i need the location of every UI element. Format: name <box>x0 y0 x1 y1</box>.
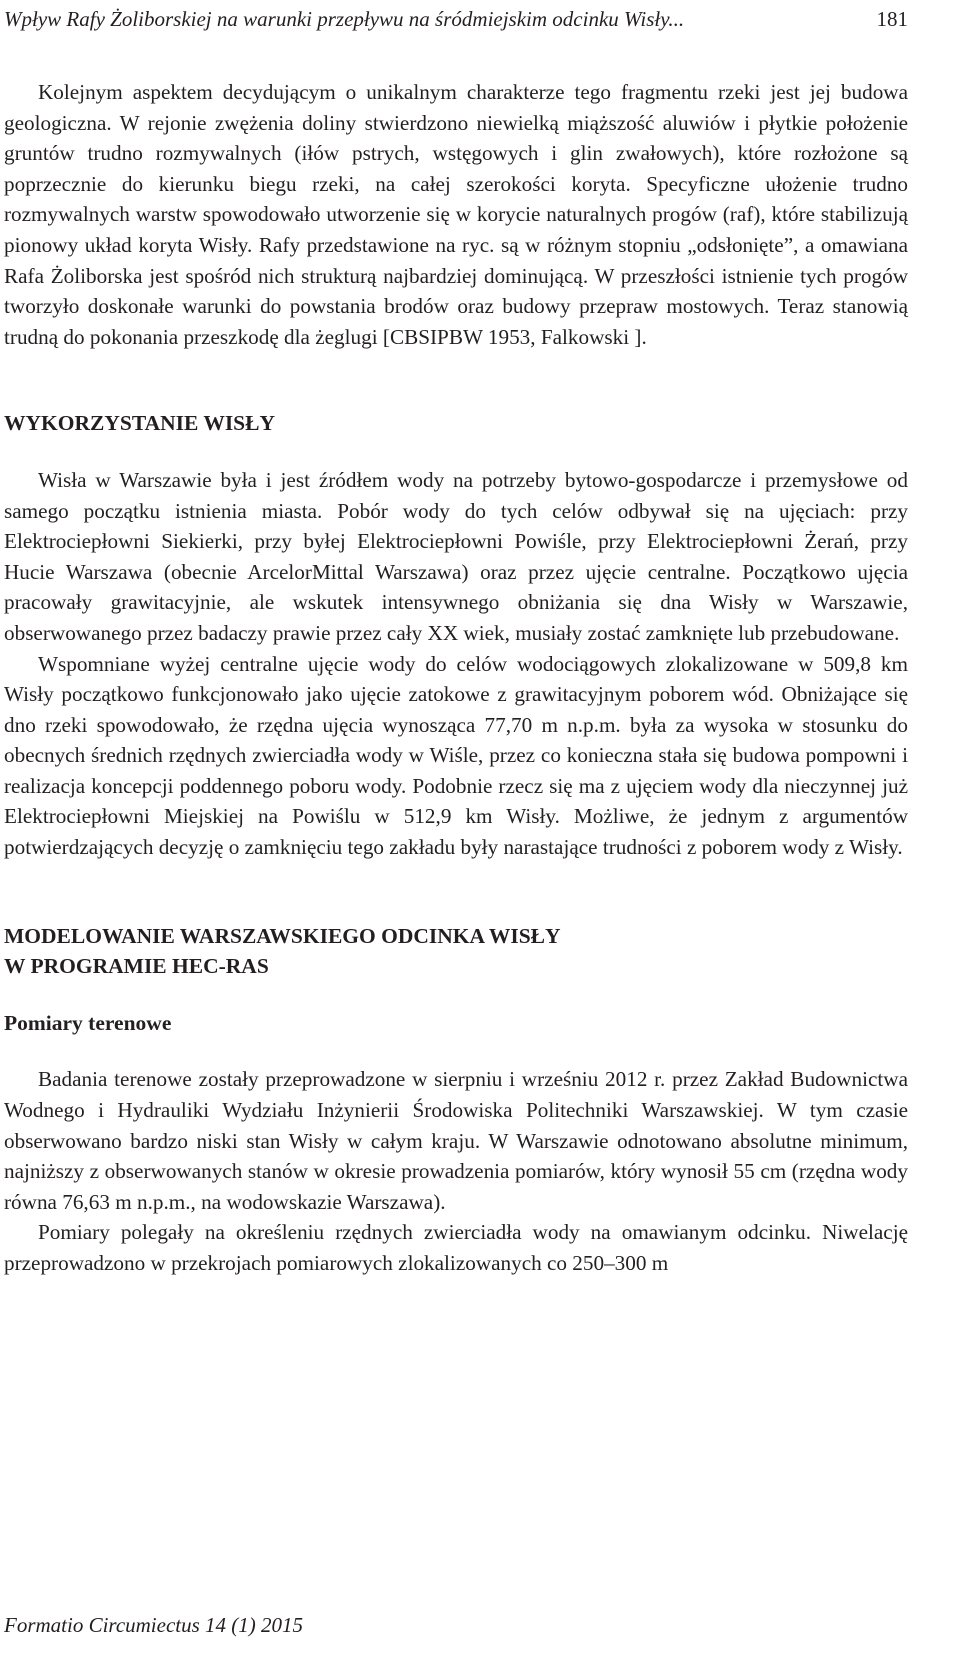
section-heading-modelling-line1: MODELOWANIE WARSZAWSKIEGO ODCINKA WISŁY <box>4 923 561 948</box>
page-number: 181 <box>876 7 908 31</box>
paragraph-central-intake: Wspomniane wyżej centralne ujęcie wody do celów wodociągowych zlokalizowane w 509,8 km Wisły początkowo funkcjonowało jako ujęcie zatokowe z grawitacyjnym poborem wód. Obniżające się dno rzeki spowodowało, że rzędna ujęcia wynosząca 77,70 m n.p.m. była za wysoka w stosunku do obecnych średnich rzędnych zwierciadła wody w Wiśle, przez co konieczna stała się budowa pompowni i realizacja koncepcji poddennego poboru wody. Podobnie rzecz się ma z ujęciem wody dla nieczynnej już Elektrociepłowni Miejskiej na Powiślu w 512,9 km Wisły. Możliwe, że jednym z argumentów potwierdzających decyzję o zamknięciu tego zakładu były narastające trudności z poborem wody z Wisły. <box>4 651 908 860</box>
paragraph-measurements: Pomiary polegały na określeniu rzędnych zwierciadła wody na omawianym odcinku. Niwelację przeprowadzono w przekrojach pomiarowych zlokalizowanych co 250–300 m <box>4 1220 908 1275</box>
running-head <box>4 4 908 34</box>
article-body <box>4 77 908 1279</box>
section-heading-vistula-use: WYKORZYSTANIE WISŁY <box>4 411 276 436</box>
document-page <box>4 0 908 1657</box>
subsection-heading-field-measurements: Pomiary terenowe <box>4 1010 172 1035</box>
paragraph-field-research: Badania terenowe zostały przeprowadzone w sierpniu i wrześniu 2012 r. przez Zakład Budownictwa Wodnego i Hydrauliki Wydziału Inżynierii Środowiska Politechniki Warszawskiej. W tym czasie obserwowano bardzo niski stan Wisły w całym kraju. W Warszawie odnotowano absolutne minimum, najniższy z obserwowanych stanów w okresie prowadzenia pomiarów, który wynosił 55 cm (rzędna wody równa 76,63 m n.p.m., na wodowskazie Warszawa). <box>4 1067 908 1214</box>
paragraph-water-use: Wisła w Warszawie była i jest źródłem wody na potrzeby bytowo-gospodarcze i przemysłowe od samego początku istnienia miasta. Pobór wody do tych celów odbywał się na ujęciach: przy Elektrociepłowni Siekierki, przy byłej Elektrociepłowni Powiśle, przy Elektrociepłowni Żerań, przy Hucie Warszawa (obecnie ArcelorMittal Warszawa) oraz przez ujęcie centralne. Początkowo ujęcia pracowały grawitacyjnie, ale wskutek intensywnego obniżania się dna Wisły w Warszawie, obserwowanego przez badaczy prawie przez cały XX wiek, musiały zostać zamknięte lub przebudowane. <box>4 467 908 645</box>
section-heading-modelling-line2: W PROGRAMIE HEC-RAS <box>4 954 269 979</box>
journal-footer: Formatio Circumiectus 14 (1) 2015 <box>4 1613 304 1637</box>
paragraph-geology: Kolejnym aspektem decydującym o unikalnym charakterze tego fragmentu rzeki jest jej budowa geologiczna. W rejonie zwężenia doliny stwierdzono niewielką miąższość aluwiów i płytkie położenie gruntów trudno rozmywalnych (iłów pstrych, wstęgowych i glin zwałowych), które rozłożone są poprzecznie do kierunku biegu rzeki, na całej szerokości koryta. Specyficzne ułożenie trudno rozmywalnych warstw spowodowało utworzenie się w korycie naturalnych progów (raf), które stabilizują pionowy układ koryta Wisły. Rafy przedstawione na ryc. są w różnym stopniu „odsłonięte”, a omawiana Rafa Żoliborska jest spośród nich strukturą najbardziej dominującą. W przeszłości istnienie tych progów tworzyło doskonałe warunki do powstania brodów oraz budowy przepraw mostowych. Teraz stanowią trudną do pokonania przeszkodę dla żeglugi [CBSIPBW 1953, Falkowski ]. <box>4 80 908 349</box>
section-heading-modelling <box>4 921 908 982</box>
running-head-title: Wpływ Rafy Żoliborskiej na warunki przepływu na śródmiejskim odcinku Wisły... <box>4 7 685 31</box>
